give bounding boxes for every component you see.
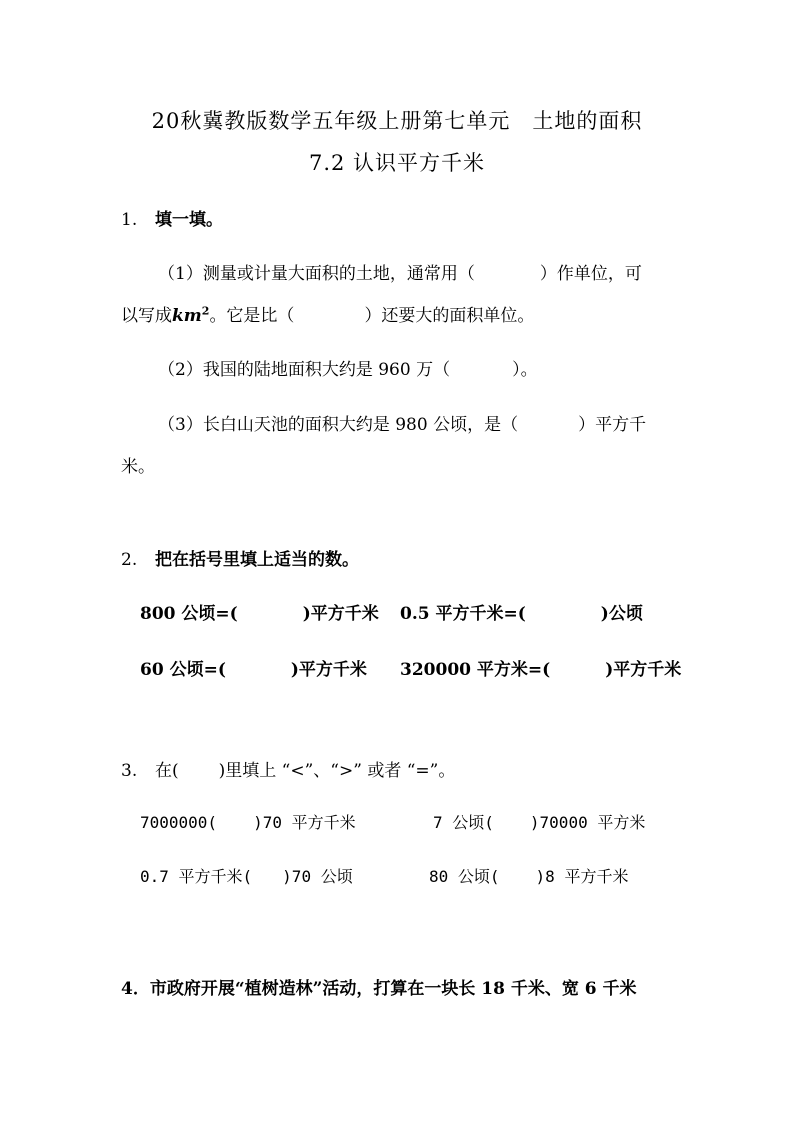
q2-heading: 把在括号里填上适当的数。: [155, 550, 359, 570]
q3-row2-item1: [140, 864, 353, 887]
q2-heading-line: [121, 545, 359, 570]
q3-row2-item2-left: 80 公顷(: [429, 867, 500, 886]
q2-row1-item2-right: )公顷: [600, 604, 643, 624]
q3-row2-item1-left: 0.7 平方千米(: [140, 867, 253, 886]
q3-row1-item2-left: 7 公顷(: [433, 813, 494, 832]
q2-row2-item1-left: 60 公顷=(: [140, 660, 226, 680]
q1-part1-text-b: ）作单位，可: [539, 264, 642, 284]
q1-part1-text-c: 以写成: [121, 306, 172, 326]
q1-part1-text-e: ）还要大的面积单位。: [364, 306, 535, 326]
q2-row1-item1-right: )平方千米: [302, 604, 379, 624]
q1-part3-line1: [158, 410, 646, 435]
q3-row2-item2-right: )8 平方千米: [535, 867, 629, 886]
q3-row1-item1: [140, 810, 356, 833]
q3-row1-item2: [433, 810, 645, 833]
q2-number: 2.: [121, 550, 138, 570]
q2-row2-item2: [400, 655, 681, 680]
q2-row2-item2-right: )平方千米: [605, 660, 682, 680]
q3-number: 3.: [121, 761, 138, 781]
q1-part3-text-c: 米。: [121, 457, 155, 477]
q3-heading-line: [121, 756, 455, 781]
q1-part1-line2: [121, 301, 534, 326]
q3-row1-item2-right: )70000 平方米: [529, 813, 646, 832]
q1-heading: 填一填。: [155, 210, 223, 230]
q1-part1-line1: [158, 259, 642, 284]
km-squared-symbol: $km^2$: [172, 304, 210, 326]
q3-heading-b: )里填上 “<”、“>” 或者 “=”。: [218, 761, 456, 781]
q2-row1-item1-left: 800 公顷=(: [140, 604, 238, 624]
q3-heading-a: 在(: [155, 761, 179, 781]
q1-part3-text-b: ）平方千: [578, 415, 647, 435]
q1-part3-text-a: （3）长白山天池的面积大约是 980 公顷，是（: [158, 415, 519, 435]
q2-row1-item2: [400, 599, 643, 624]
q2-row2-item1: [140, 655, 367, 680]
q2-row1-item2-left: 0.5 平方千米=(: [400, 604, 526, 624]
q1-number: 1.: [121, 210, 138, 230]
q4-text: 4．市政府开展“植树造林”活动，打算在一块长 18 千米、宽 6 千米: [121, 979, 637, 999]
q3-row2-item1-right: )70 公顷: [282, 867, 353, 886]
q1-part1-text-a: （1）测量或计量大面积的土地，通常用（: [158, 264, 475, 284]
q1-heading-line: [121, 205, 223, 230]
q1-part1-text-d: 。它是比（: [209, 306, 295, 326]
q1-part2-text-a: （2）我国的陆地面积大约是 960 万（: [158, 360, 451, 380]
q2-row2-item1-right: )平方千米: [290, 660, 367, 680]
q3-row2-item2: [429, 864, 628, 887]
q1-part3-line2: [121, 452, 155, 477]
q1-part2-line: [158, 355, 538, 380]
q3-row1-item1-left: 7000000(: [140, 813, 218, 832]
q1-part2-text-b: ）。: [512, 360, 538, 380]
lesson-subtitle: 7.2 认识平方千米: [308, 151, 486, 175]
q2-row2-item2-left: 320000 平方米=(: [400, 660, 551, 680]
q3-row1-item1-right: )70 平方千米: [253, 813, 356, 832]
q2-row1-item1: [140, 599, 379, 624]
worksheet-title: 20秋冀教版数学五年级上册第七单元 土地的面积: [151, 109, 643, 133]
